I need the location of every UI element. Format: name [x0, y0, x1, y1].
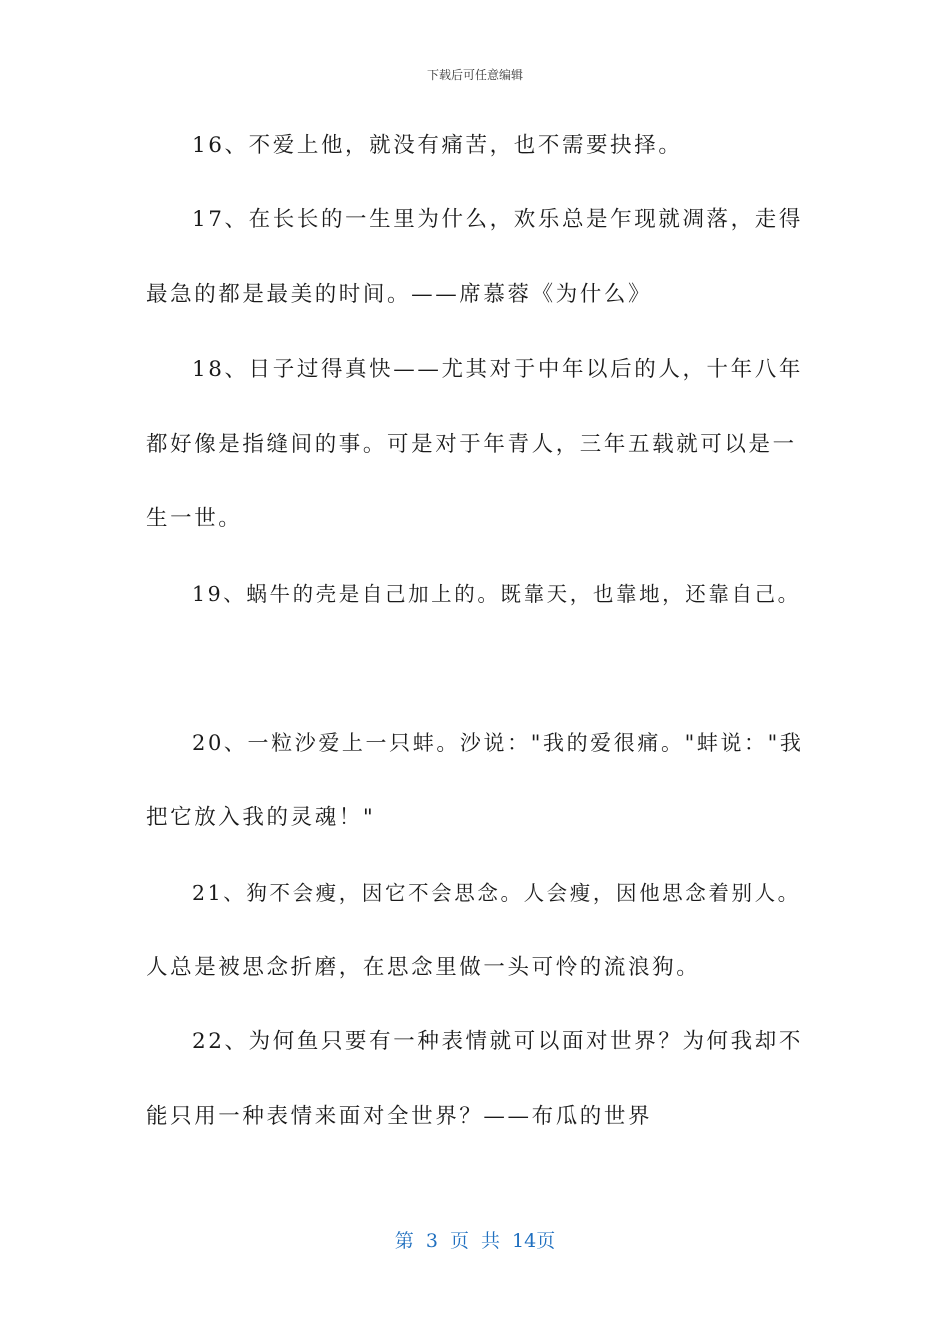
paragraph-19-line-1: 19、蜗牛的壳是自己加上的。既靠天，也靠地，还靠自己。 [192, 582, 801, 606]
paragraph-16-line-1: 16、不爱上他，就没有痛苦，也不需要抉择。 [192, 133, 683, 158]
paragraph-20-line-2: 把它放入我的灵魂！" [146, 805, 376, 830]
paragraph-22-line-1: 22、为何鱼只要有一种表情就可以面对世界？为何我却不 [192, 1029, 803, 1054]
paragraph-22-line-2: 能只用一种表情来面对全世界？——布瓜的世界 [146, 1104, 653, 1129]
page-number-footer: 第 3 页 共 14页 [394, 1230, 556, 1252]
paragraph-18-line-1: 18、日子过得真快——尤其对于中年以后的人，十年八年 [192, 357, 803, 382]
download-note: 下载后可任意编辑 [426, 68, 523, 82]
paragraph-21-line-2: 人总是被思念折磨，在思念里做一头可怜的流浪狗。 [146, 955, 701, 980]
paragraph-21-line-1: 21、狗不会瘦，因它不会思念。人会瘦，因他思念着别人。 [192, 881, 801, 905]
paragraph-18-line-2: 都好像是指缝间的事。可是对于年青人，三年五载就可以是一 [146, 432, 797, 457]
paragraph-17-line-2: 最急的都是最美的时间。——席慕蓉《为什么》 [146, 282, 653, 307]
paragraph-17-line-1: 17、在长长的一生里为什么，欢乐总是乍现就凋落，走得 [192, 207, 803, 232]
paragraph-20-line-1: 20、一粒沙爱上一只蚌。沙说："我的爱很痛。"蚌说："我 [192, 731, 804, 755]
paragraph-18-line-3: 生一世。 [146, 506, 243, 531]
